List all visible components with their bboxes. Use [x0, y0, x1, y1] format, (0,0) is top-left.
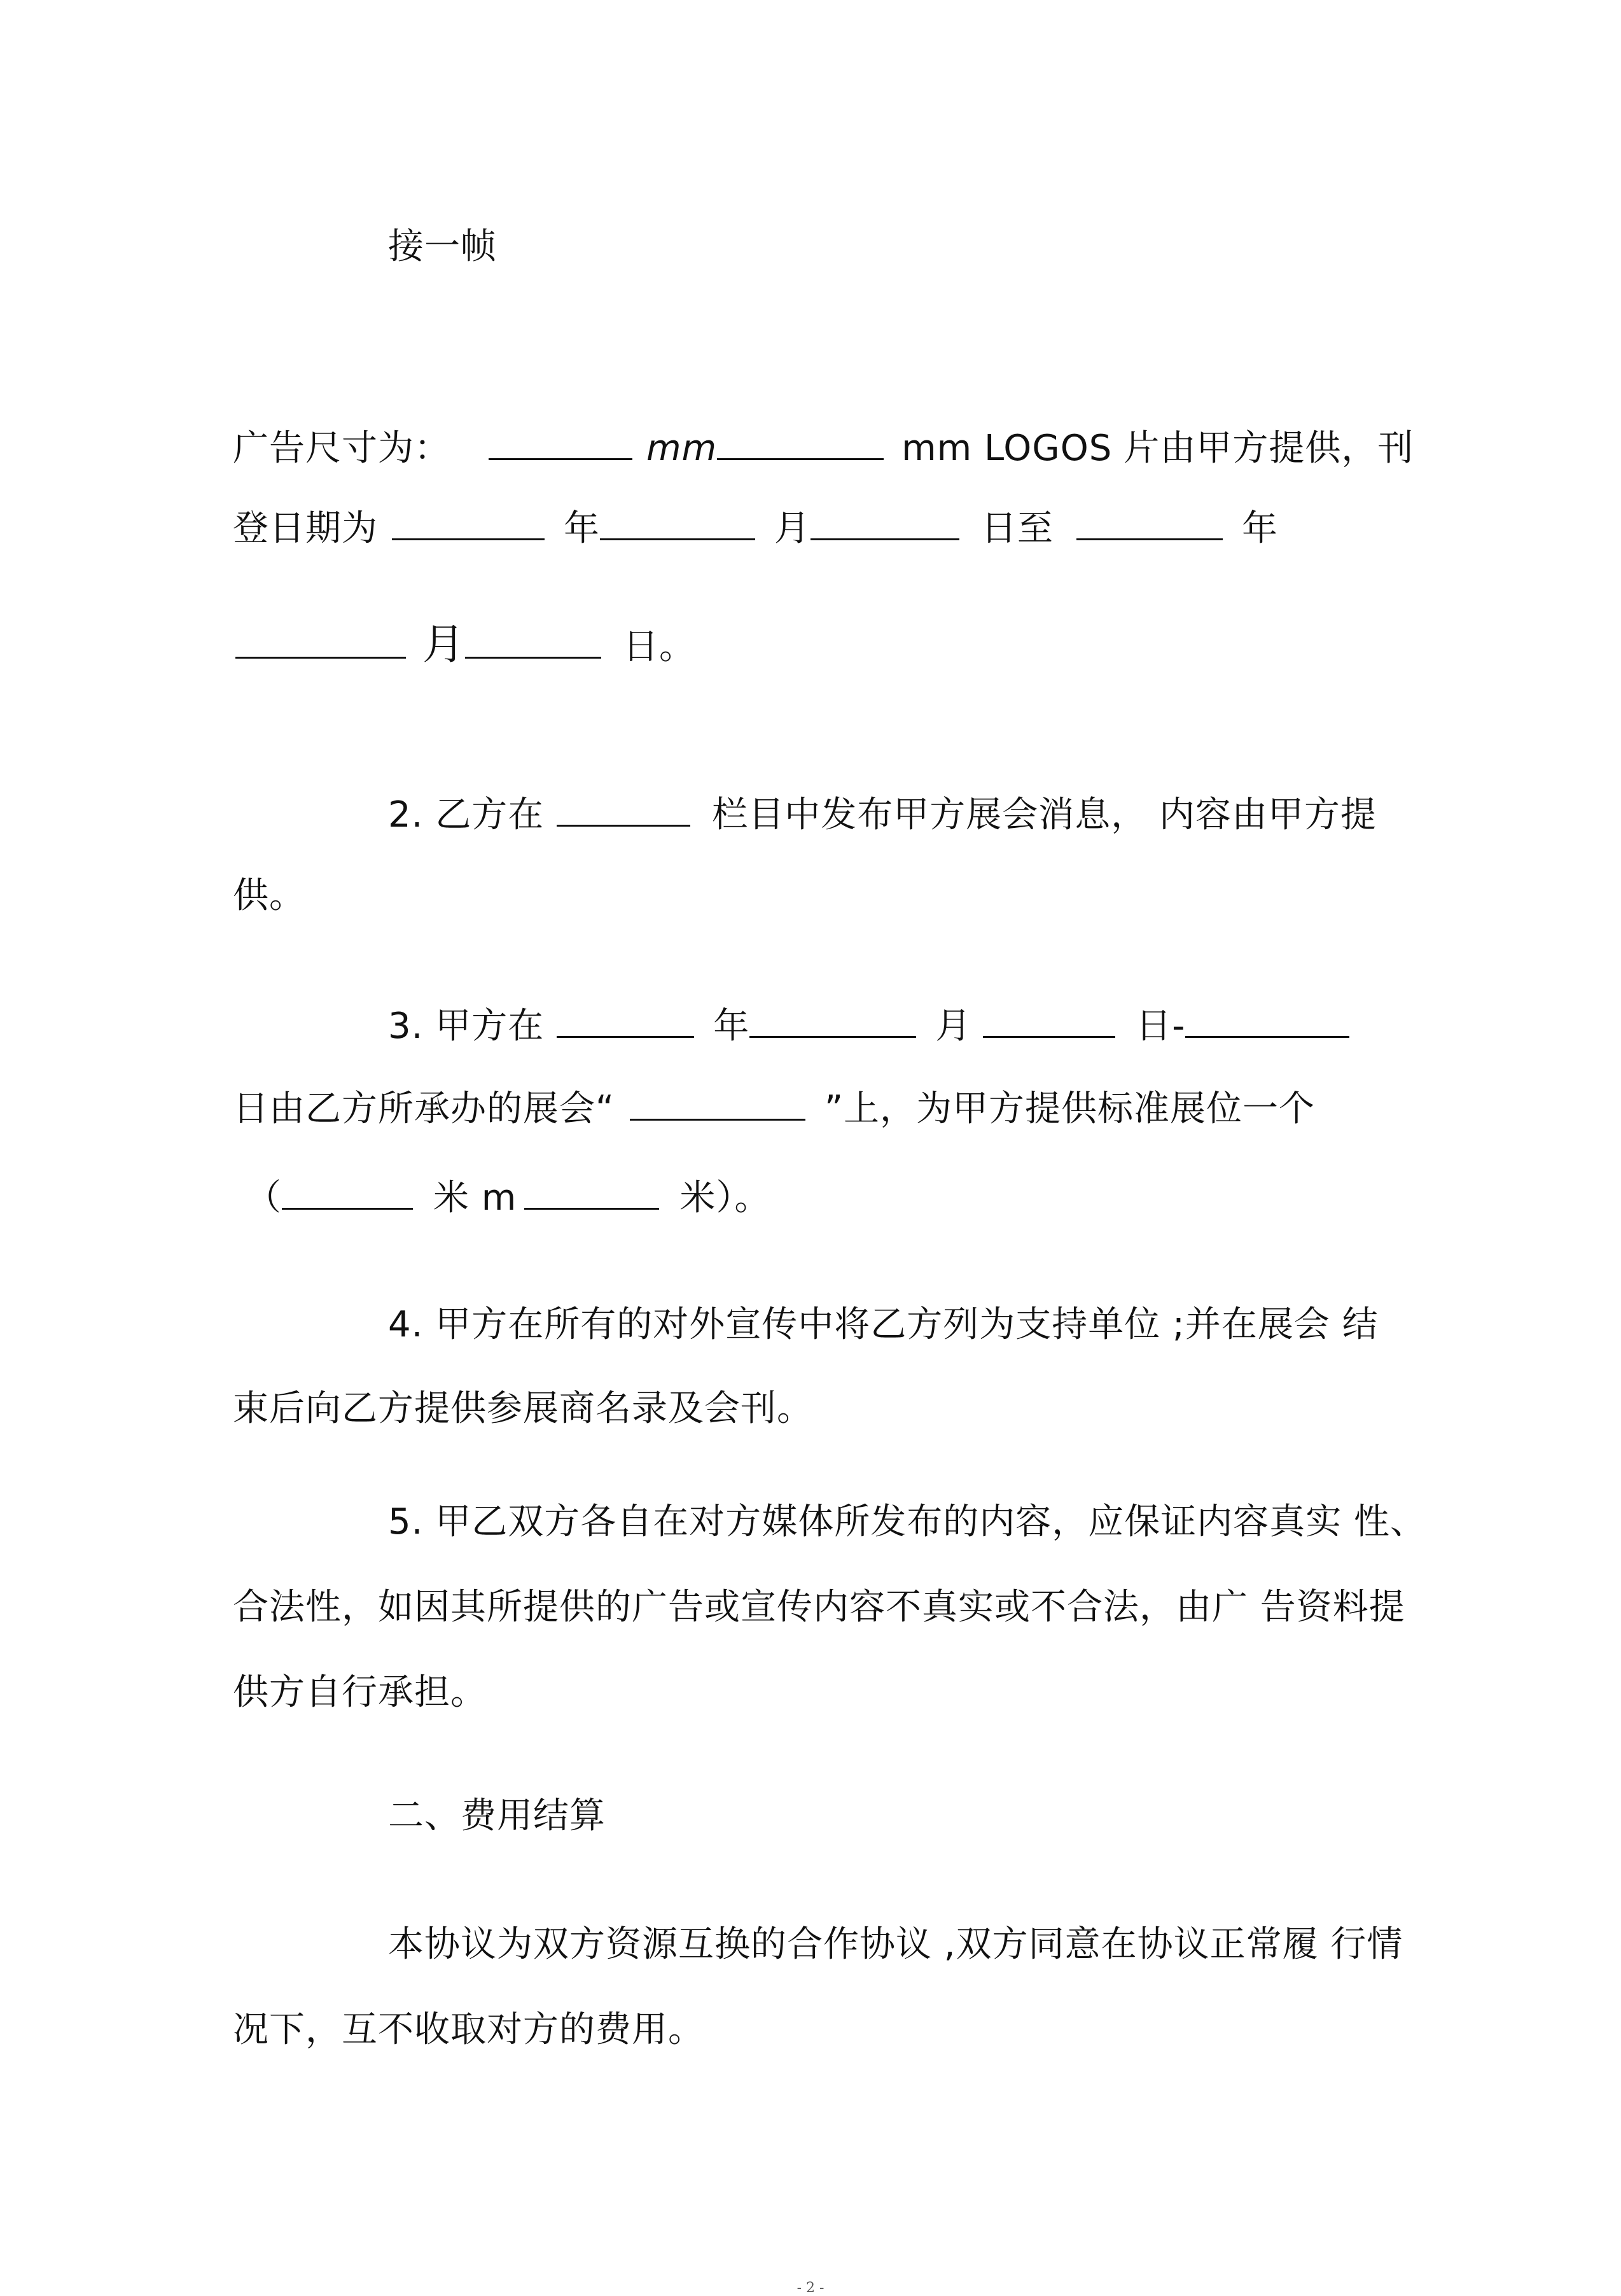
- item5-line3: 供方自行承担。: [233, 1672, 487, 1713]
- item3-year-blank: [557, 999, 694, 1038]
- item3-line2-start: 日由乙方所承办的展会“: [233, 1088, 615, 1130]
- page-number: - 2 -: [797, 2280, 824, 2296]
- item2-line2: 供。: [233, 875, 305, 916]
- ad-unit-mm-logos: mm LOGOS: [901, 428, 1113, 469]
- pub-day2-blank: [465, 620, 601, 659]
- item5-line1: 5. 甲乙双方各自在对方媒体所发布的内容，应保证内容真实 性、: [388, 1501, 1427, 1543]
- pub-day-end-label: 日。: [623, 626, 695, 668]
- item2-prefix: 2. 乙方在: [388, 794, 545, 836]
- pub-year2-blank: [1076, 501, 1223, 540]
- pub-day-to-label: 日至: [981, 508, 1054, 549]
- item3-m1: 米 m: [433, 1177, 517, 1219]
- ad-size-tail: 片由甲方提供，刊: [1124, 428, 1414, 469]
- item3-width-blank: [524, 1171, 659, 1210]
- item5-line2: 合法性，如因其所提供的广告或宣传内容不真实或不合法，由广 告资料提: [233, 1586, 1405, 1628]
- item2-line1: [388, 788, 1377, 834]
- ad-unit-mm: mm: [646, 428, 718, 469]
- item2-column-blank: [557, 788, 690, 827]
- item3-open-paren: （: [246, 1177, 282, 1219]
- pub-month-label: 月: [774, 508, 810, 549]
- item3-month-blank: [749, 999, 916, 1038]
- publish-date-end-line: [235, 620, 695, 669]
- pub-year2-label: 年: [1242, 508, 1278, 549]
- pub-day-blank: [810, 501, 959, 540]
- section2-para-line1: 本协议为双方资源互换的合作协议 ,双方同意在协议正常履 行情: [388, 1924, 1403, 1965]
- item3-day-end-blank: [1185, 999, 1349, 1038]
- item3-line1: [388, 999, 1349, 1045]
- publish-date-line: [233, 501, 1278, 547]
- item3-m2: 米）。: [679, 1177, 771, 1219]
- pub-month2-label: 月: [422, 620, 465, 669]
- section2-para-line2: 况下，互不收取对方的费用。: [233, 2009, 704, 2050]
- ad-height-blank: [717, 421, 884, 460]
- item3-prefix: 3. 甲方在: [388, 1005, 545, 1047]
- item3-line2: [233, 1082, 1315, 1128]
- item3-line2-end: ”上，为甲方提供标准展位一个: [824, 1088, 1316, 1130]
- section2-heading: 二、费用结算: [388, 1795, 606, 1837]
- ad-width-blank: [489, 421, 632, 460]
- item4-line2: 束后向乙方提供参展商名录及会刊。: [233, 1388, 813, 1429]
- item3-expo-name-blank: [630, 1082, 805, 1121]
- item4-line1: 4. 甲方在所有的对外宣传中将乙方列为支持单位 ;并在展会 结: [388, 1304, 1379, 1345]
- item3-length-blank: [282, 1171, 413, 1210]
- continued-heading: 接一帧: [388, 226, 497, 267]
- item2-middle: 栏目中发布甲方展会消息， 内容由甲方提: [712, 794, 1377, 836]
- ad-size-line: [233, 421, 1414, 467]
- item3-day-label: 日-: [1136, 1005, 1186, 1047]
- item3-line3: [246, 1171, 770, 1217]
- item3-year-label: 年: [713, 1005, 750, 1047]
- publish-date-label: 登日期为: [233, 508, 378, 549]
- pub-year-blank: [392, 501, 545, 540]
- pub-year-label: 年: [564, 508, 600, 549]
- item3-day-blank: [983, 999, 1115, 1038]
- item3-month-label: 月: [935, 1005, 972, 1047]
- pub-month-blank: [600, 501, 755, 540]
- ad-size-label: 广告尺寸为：: [233, 428, 450, 469]
- pub-month2-blank: [235, 620, 406, 659]
